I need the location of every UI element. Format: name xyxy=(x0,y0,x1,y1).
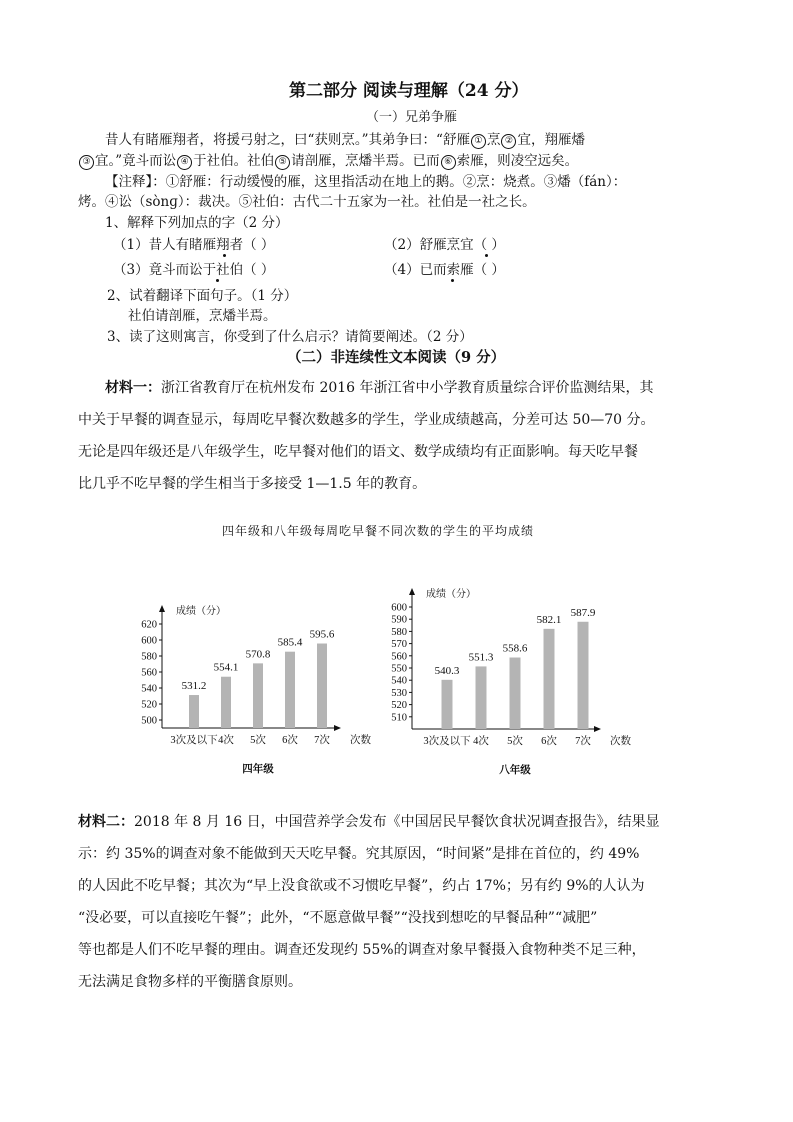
x-tick-label: 3次及以下 xyxy=(170,735,218,746)
section-heading-2: （二）非连续性文本阅读（9 分） xyxy=(287,349,506,366)
bar xyxy=(510,658,521,729)
y-tick-label: 520 xyxy=(141,699,157,711)
chart-title: 四年级 xyxy=(242,764,274,775)
y-axis-label: 成绩（分） xyxy=(426,589,476,600)
footnote-marker: ⑥ xyxy=(441,155,456,170)
y-tick-label: 510 xyxy=(391,712,407,724)
y-tick-label: 560 xyxy=(391,651,407,663)
x-axis-arrow xyxy=(334,725,341,731)
bar xyxy=(189,695,199,728)
footnote-marker: ① xyxy=(471,134,486,149)
question-2: 2、试着翻译下面句子。（1 分） xyxy=(107,288,298,304)
material-2-line-3: 的人因此不吃早餐；其次为“早上没食欲或不习惯吃早餐”，约占 17%；另有约 9%的人认为 xyxy=(78,878,645,894)
x-tick-label: 5次 xyxy=(250,735,266,746)
bar-value-label: 585.4 xyxy=(277,636,303,649)
question-1: 1、解释下列加点的字（2 分） xyxy=(105,215,289,231)
y-axis-arrow xyxy=(409,588,415,595)
bar-chart-grade4 xyxy=(140,580,380,780)
bar xyxy=(317,644,327,728)
bar-value-label: 595.6 xyxy=(309,628,335,641)
emphasis-dot xyxy=(451,279,454,282)
passage-line-1: 昔人有睹雁翔者，将援弓射之，曰“获则烹。”其弟争曰：“舒雁 ① 烹 ② 宜，翔雁燔 xyxy=(105,132,585,148)
y-tick-label: 550 xyxy=(391,663,407,675)
y-tick-label: 620 xyxy=(141,619,157,631)
bar-value-label: 554.1 xyxy=(213,661,239,674)
x-tick-label: 4次 xyxy=(218,735,234,746)
emphasis-dot xyxy=(485,254,488,257)
material-2-line-1: 材料二：2018 年 8 月 16 日，中国营养学会发布《中国居民早餐饮食状况调查报告》，结果显 xyxy=(78,814,660,830)
annotation-line-1: 【注释】：①舒雁：行动缓慢的雁，这里指活动在地上的鹅。②烹：烧煮。③燔（fán）： xyxy=(105,174,627,190)
footnote-marker: ④ xyxy=(177,155,192,170)
footnote-marker: ③ xyxy=(79,155,94,170)
y-tick-label: 500 xyxy=(141,715,157,727)
y-tick-label: 540 xyxy=(141,683,157,695)
x-tick-label: 3次及以下 xyxy=(423,736,471,747)
page-title: 第二部分 阅读与理解（24 分） xyxy=(289,81,529,101)
bar-value-label: 582.1 xyxy=(536,613,562,626)
y-tick-label: 580 xyxy=(141,651,157,663)
bar-value-label: 570.8 xyxy=(245,648,271,661)
material-1-line-4: 比几乎不吃早餐的学生相当于多接受 1—1.5 年的教育。 xyxy=(78,476,427,492)
bar xyxy=(578,622,589,729)
passage-line-2: ③ 宜。”竟斗而讼 ④ 于社伯。社伯 ⑤ 请剖雁，烹燔半焉。已而 ⑥ 索雁，则凌空远矣。 xyxy=(78,151,578,171)
x-axis-label: 次数 xyxy=(610,736,631,747)
y-tick-label: 570 xyxy=(391,639,407,651)
y-tick-label: 600 xyxy=(391,602,407,614)
x-tick-label: 6次 xyxy=(541,736,557,747)
y-tick-label: 560 xyxy=(141,667,157,679)
x-tick-label: 4次 xyxy=(473,736,489,747)
x-tick-label: 5次 xyxy=(507,736,523,747)
y-tick-label: 590 xyxy=(391,614,407,626)
y-tick-label: 580 xyxy=(391,626,407,638)
y-axis-label: 成绩（分） xyxy=(176,606,226,617)
material-1-line-2: 中关于早餐的调查显示，每周吃早餐次数越多的学生，学业成绩越高，分差可达 50—70 分。 xyxy=(78,412,655,428)
question-1-item-d: （4）已而索雁（ ） xyxy=(384,262,505,278)
chart-section-title: 四年级和八年级每周吃早餐不同次数的学生的平均成绩 xyxy=(222,524,535,538)
question-1-item-a: （1）昔人有睹雁翔者（ ） xyxy=(113,237,275,253)
material-2-line-2: 示：约 35%的调查对象不能做到天天吃早餐。究其原因，“时间紧”是排在首位的，约 49% xyxy=(78,846,640,862)
bar xyxy=(221,677,231,728)
bar xyxy=(285,652,295,728)
y-axis-arrow xyxy=(159,605,165,612)
footnote-marker: ⑤ xyxy=(275,155,290,170)
x-axis-arrow xyxy=(594,726,601,732)
y-tick-label: 520 xyxy=(391,700,407,712)
annotation-line-2: 烤。④讼（sònɡ）：裁决。⑤社伯：古代二十五家为一社。社伯是一社之长。 xyxy=(78,194,536,210)
bar xyxy=(253,663,263,728)
bar-value-label: 551.3 xyxy=(468,651,494,664)
question-3: 3、读了这则寓言，你受到了什么启示？请简要阐述。（2 分） xyxy=(107,329,473,345)
x-tick-label: 7次 xyxy=(314,735,330,746)
bar-value-label: 587.9 xyxy=(570,606,596,619)
emphasis-dot xyxy=(223,254,226,257)
material-2-line-5: 等也都是人们不吃早餐的理由。调查还发现约 55%的调查对象早餐摄入食物种类不足三种， xyxy=(78,942,646,958)
x-axis-label: 次数 xyxy=(350,735,371,746)
bar xyxy=(476,666,487,729)
bar-value-label: 558.6 xyxy=(502,642,528,655)
y-tick-label: 600 xyxy=(141,635,157,647)
material-1-line-3: 无论是四年级还是八年级学生，吃早餐对他们的语文、数学成绩均有正面影响。每天吃早餐 xyxy=(78,444,638,460)
bar xyxy=(544,629,555,729)
question-2-sentence: 社伯请剖雁，烹燔半焉。 xyxy=(128,308,277,324)
y-tick-label: 530 xyxy=(391,687,407,699)
chart-title: 八年级 xyxy=(499,765,531,776)
bar-value-label: 540.3 xyxy=(434,664,460,677)
question-1-item-b: （2）舒雁烹宜（ ） xyxy=(384,237,505,253)
section-heading-1: （一）兄弟争雁 xyxy=(366,110,458,125)
x-tick-label: 6次 xyxy=(282,735,298,746)
bar-chart-grade8 xyxy=(385,572,635,782)
bar xyxy=(442,680,453,729)
x-tick-label: 7次 xyxy=(575,736,591,747)
footnote-marker: ② xyxy=(501,134,516,149)
material-2-line-6: 无法满足食物多样的平衡膳食原则。 xyxy=(78,974,302,990)
bar-value-label: 531.2 xyxy=(181,680,207,693)
material-1-line-1: 材料一：浙江省教育厅在杭州发布 2016 年浙江省中小学教育质量综合评价监测结果，其 xyxy=(105,380,654,396)
emphasis-dot xyxy=(216,279,219,282)
y-tick-label: 540 xyxy=(391,675,407,687)
material-2-line-4: “没必要，可以直接吃午餐”；此外，“不愿意做早餐”“没找到想吃的早餐品种”“减肥” xyxy=(78,910,598,926)
question-1-item-c: （3）竟斗而讼于社伯（ ） xyxy=(113,262,275,278)
